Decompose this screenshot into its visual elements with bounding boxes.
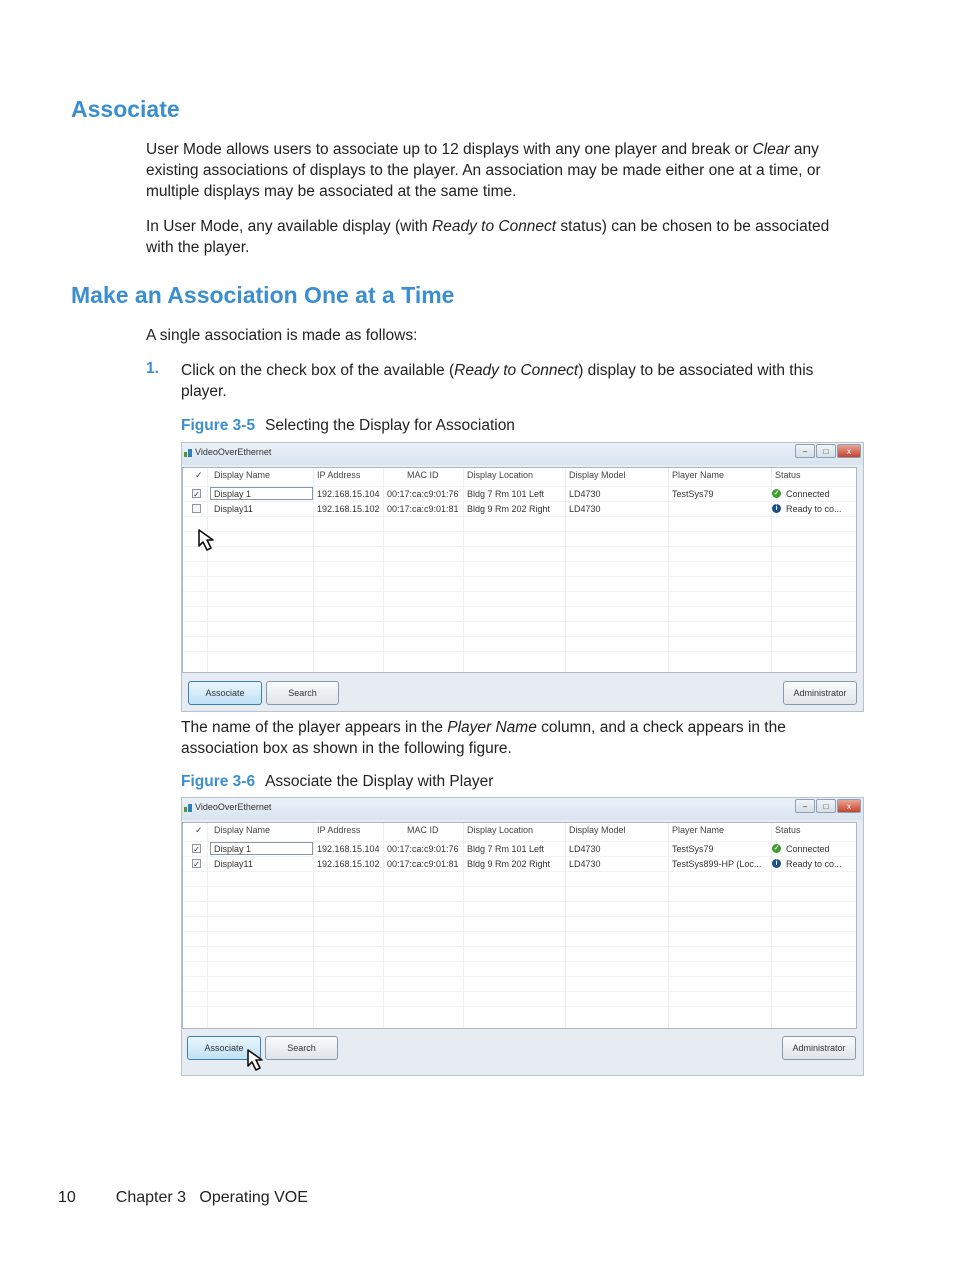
cell-display-location: Bldg 9 Rm 202 Right <box>467 859 551 869</box>
cell-display-model: LD4730 <box>569 489 601 499</box>
info-icon: i <box>772 504 781 513</box>
column-header-display-model[interactable]: Display Model <box>569 825 626 835</box>
close-button[interactable]: x <box>837 799 861 813</box>
search-button[interactable]: Search <box>266 681 339 705</box>
column-header-display-name[interactable]: Display Name <box>214 470 271 480</box>
paragraph-player-name: The name of the player appears in the Player Name column, and a check appears in the association box as shown in the following figure. <box>181 719 786 757</box>
associate-button[interactable]: Associate <box>188 681 262 705</box>
cell-display-name: Display 1 <box>214 844 252 854</box>
column-header-display-location[interactable]: Display Location <box>467 470 534 480</box>
minimize-button[interactable]: – <box>795 799 815 813</box>
window-title: VideoOverEthernet <box>195 802 272 812</box>
app-icon <box>184 804 192 812</box>
app-window-figure-3-5 <box>181 442 864 712</box>
cell-mac-id: 00:17:ca:c9:01:76 <box>387 844 459 854</box>
cell-display-location: Bldg 7 Rm 101 Left <box>467 844 545 854</box>
column-header-mac-id[interactable]: MAC ID <box>407 825 439 835</box>
cell-ip-address: 192.168.15.104 <box>317 489 380 499</box>
cell-ip-address: 192.168.15.104 <box>317 844 380 854</box>
app-window-figure-3-6 <box>181 797 864 1076</box>
paragraph-ready-to-connect: In User Mode, any available display (with Ready to Connect status) can be chosen to be associated with the player. <box>146 218 830 256</box>
column-header-check[interactable]: ✓ <box>195 470 203 480</box>
column-header-player-name[interactable]: Player Name <box>672 470 725 480</box>
cell-ip-address: 192.168.15.102 <box>317 859 380 869</box>
cell-display-model: LD4730 <box>569 504 601 514</box>
column-header-status[interactable]: Status <box>775 470 801 480</box>
connected-check-icon: ✓ <box>773 490 780 497</box>
app-icon <box>184 449 192 457</box>
page-number: 10 <box>58 1189 76 1206</box>
connected-check-icon: ✓ <box>773 845 780 852</box>
info-icon: i <box>772 859 781 868</box>
page-footer <box>58 1189 308 1207</box>
cell-mac-id: 00:17:ca:c9:01:81 <box>387 504 459 514</box>
cell-status: Ready to co... <box>786 504 842 514</box>
paragraph-intro: A single association is made as follows: <box>146 327 418 344</box>
window-controls <box>794 799 861 813</box>
row-checkbox[interactable]: ✓ <box>193 860 200 869</box>
row-checkbox[interactable] <box>192 504 201 513</box>
mouse-cursor-icon <box>197 528 223 556</box>
column-header-status[interactable]: Status <box>775 825 801 835</box>
title-bar <box>182 798 863 820</box>
step-number: 1. <box>146 360 159 377</box>
column-header-display-model[interactable]: Display Model <box>569 470 626 480</box>
column-header-ip-address[interactable]: IP Address <box>317 470 361 480</box>
administrator-button[interactable]: Administrator <box>783 681 857 705</box>
cell-mac-id: 00:17:ca:c9:01:76 <box>387 489 459 499</box>
cell-status: Ready to co... <box>786 859 842 869</box>
cell-display-model: LD4730 <box>569 859 601 869</box>
cell-ip-address: 192.168.15.102 <box>317 504 380 514</box>
paragraph-user-mode: User Mode allows users to associate up to 12 displays with any one player and break or Clear any existing associations of displays to the player. An association may be made either one at a time, or multiple displays may be associated at the same time. <box>146 141 821 200</box>
window-title: VideoOverEthernet <box>195 447 272 457</box>
column-header-display-name[interactable]: Display Name <box>214 825 271 835</box>
close-button[interactable]: x <box>837 444 861 458</box>
minimize-button[interactable]: – <box>795 444 815 458</box>
figure-3-5-caption: Figure 3-5 Selecting the Display for Association <box>181 417 515 434</box>
heading-association-one-at-a-time: Make an Association One at a Time <box>71 282 455 308</box>
mouse-cursor-icon <box>246 1048 272 1076</box>
column-header-display-location[interactable]: Display Location <box>467 825 534 835</box>
row-checkbox[interactable]: ✓ <box>193 490 200 499</box>
cell-display-model: LD4730 <box>569 844 601 854</box>
figure-3-6-caption: Figure 3-6 Associate the Display with Player <box>181 773 494 790</box>
row-checkbox[interactable]: ✓ <box>193 845 200 854</box>
cell-status: Connected <box>786 489 830 499</box>
chapter-title: Chapter 3 Operating VOE <box>115 1189 308 1206</box>
cell-mac-id: 00:17:ca:c9:01:81 <box>387 859 459 869</box>
cell-player-name: TestSys899-HP (Loc... <box>672 859 762 869</box>
window-controls <box>794 444 861 458</box>
cell-player-name: TestSys79 <box>672 844 714 854</box>
cell-player-name: TestSys79 <box>672 489 714 499</box>
display-grid <box>182 467 857 673</box>
step-1-text: Click on the check box of the available (Ready to Connect) display to be associated with this player. <box>181 362 814 400</box>
display-grid <box>182 822 857 1029</box>
column-header-ip-address[interactable]: IP Address <box>317 825 361 835</box>
column-header-check[interactable]: ✓ <box>195 825 203 835</box>
cell-display-name: Display 1 <box>214 489 252 499</box>
search-button[interactable]: Search <box>265 1036 338 1060</box>
associate-button[interactable]: Associate <box>187 1036 261 1060</box>
title-bar <box>182 443 863 465</box>
cell-display-location: Bldg 7 Rm 101 Left <box>467 489 545 499</box>
column-header-player-name[interactable]: Player Name <box>672 825 725 835</box>
administrator-button[interactable]: Administrator <box>782 1036 856 1060</box>
cell-display-location: Bldg 9 Rm 202 Right <box>467 504 551 514</box>
cell-status: Connected <box>786 844 830 854</box>
maximize-button[interactable]: □ <box>816 799 836 813</box>
cell-display-name: Display11 <box>214 504 253 514</box>
column-header-mac-id[interactable]: MAC ID <box>407 470 439 480</box>
cell-display-name: Display11 <box>214 859 253 869</box>
heading-associate: Associate <box>71 96 180 122</box>
maximize-button[interactable]: □ <box>816 444 836 458</box>
